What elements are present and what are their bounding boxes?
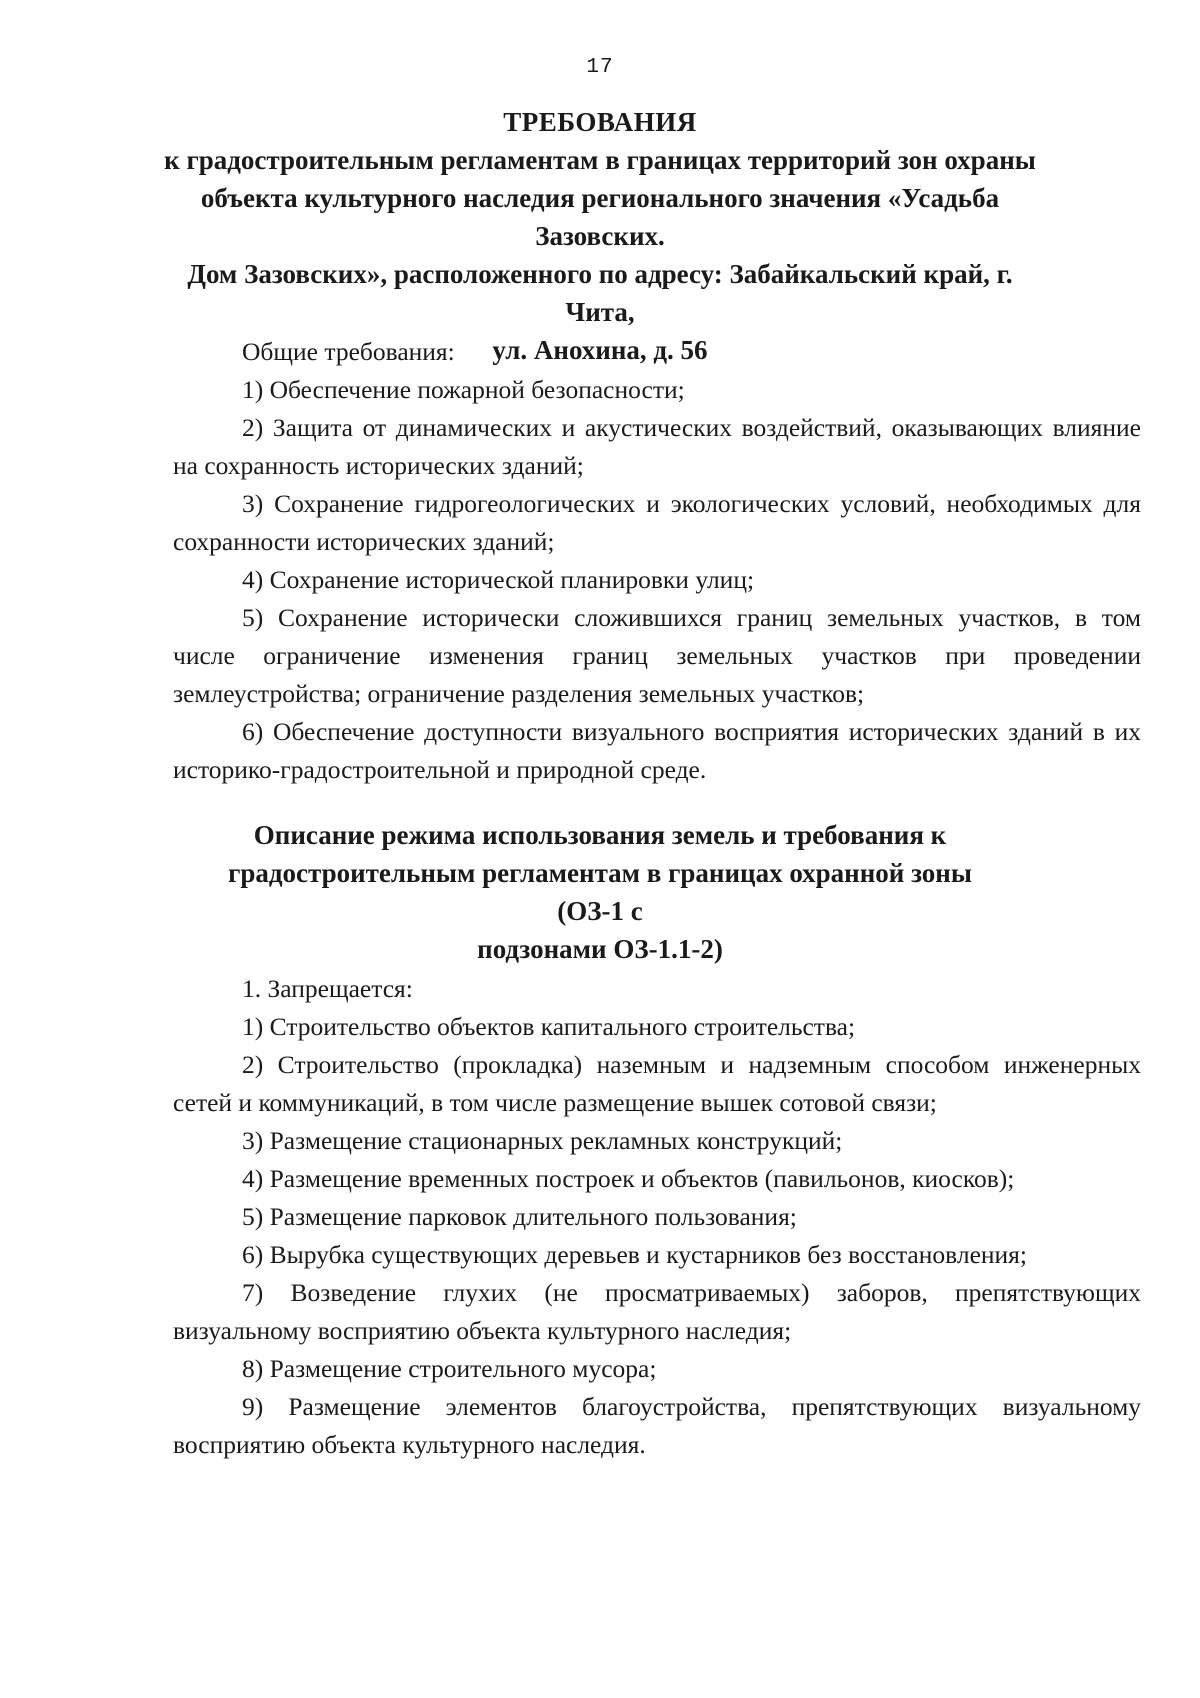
page-number: 17 [586, 56, 614, 79]
subtitle-line: подзонами ОЗ-1.1-2) [477, 934, 723, 964]
title-line: объекта культурного наследия регионального значения «Усадьба Зазовских. [200, 183, 1000, 251]
document-title [150, 103, 1050, 369]
list-item: 1) Обеспечение пожарной безопасности; [242, 375, 685, 404]
list-item: 2) Защита от динамических и акустических воздействий, оказывающих влияние на сохранность исторических зданий; [173, 413, 1141, 480]
list-item: 4) Размещение временных построек и объектов (павильонов, киосков); [242, 1164, 1015, 1193]
prohibited-section [173, 970, 1200, 1464]
title-line: ул. Анохина, д. 56 [492, 335, 708, 365]
list-item: 4) Сохранение исторической планировки улиц; [242, 565, 755, 594]
subtitle-line: Описание режима использования земель и требования к [253, 820, 947, 850]
list-item: 8) Размещение строительного мусора; [242, 1354, 657, 1383]
general-requirements-section [173, 333, 1200, 789]
list-item: 1) Строительство объектов капитального строительства; [242, 1012, 856, 1041]
section-heading: Общие требования: [242, 337, 455, 366]
list-item: 9) Размещение элементов благоустройства, препятствующих визуальному восприятию объекта культурного наследия. [173, 1392, 1141, 1459]
title-line: к градостроительным регламентам в границах территорий зон охраны [164, 145, 1036, 175]
list-item: 3) Размещение стационарных рекламных конструкций; [242, 1126, 843, 1155]
list-item: 5) Сохранение исторически сложившихся границ земельных участков, в том числе ограничение изменения границ земельных участков при проведении землеустройства; ограничение разделения земельных участков; [173, 603, 1141, 708]
list-item: 6) Обеспечение доступности визуального восприятия исторических зданий в их историко-градостроительной и природной среде. [173, 717, 1141, 784]
list-item: 6) Вырубка существующих деревьев и кустарников без восстановления; [242, 1240, 1027, 1269]
list-item: 3) Сохранение гидрогеологических и экологических условий, необходимых для сохранности исторических зданий; [173, 489, 1141, 556]
title-main: ТРЕБОВАНИЯ [503, 107, 697, 137]
section-subtitle [200, 816, 1000, 968]
title-line: Дом Зазовских», расположенного по адресу: Забайкальский край, г. Чита, [187, 259, 1013, 327]
list-item: 5) Размещение парковок длительного пользования; [242, 1202, 797, 1231]
subtitle-line: градостроительным регламентам в границах охранной зоны (ОЗ-1 с [228, 858, 972, 926]
list-item: 2) Строительство (прокладка) наземным и надземным способом инженерных сетей и коммуникаций, в том числе размещение вышек сотовой связи; [173, 1050, 1141, 1117]
section-heading: 1. Запрещается: [242, 974, 413, 1003]
list-item: 7) Возведение глухих (не просматриваемых) заборов, препятствующих визуальному восприятию объекта культурного наследия; [173, 1278, 1141, 1345]
